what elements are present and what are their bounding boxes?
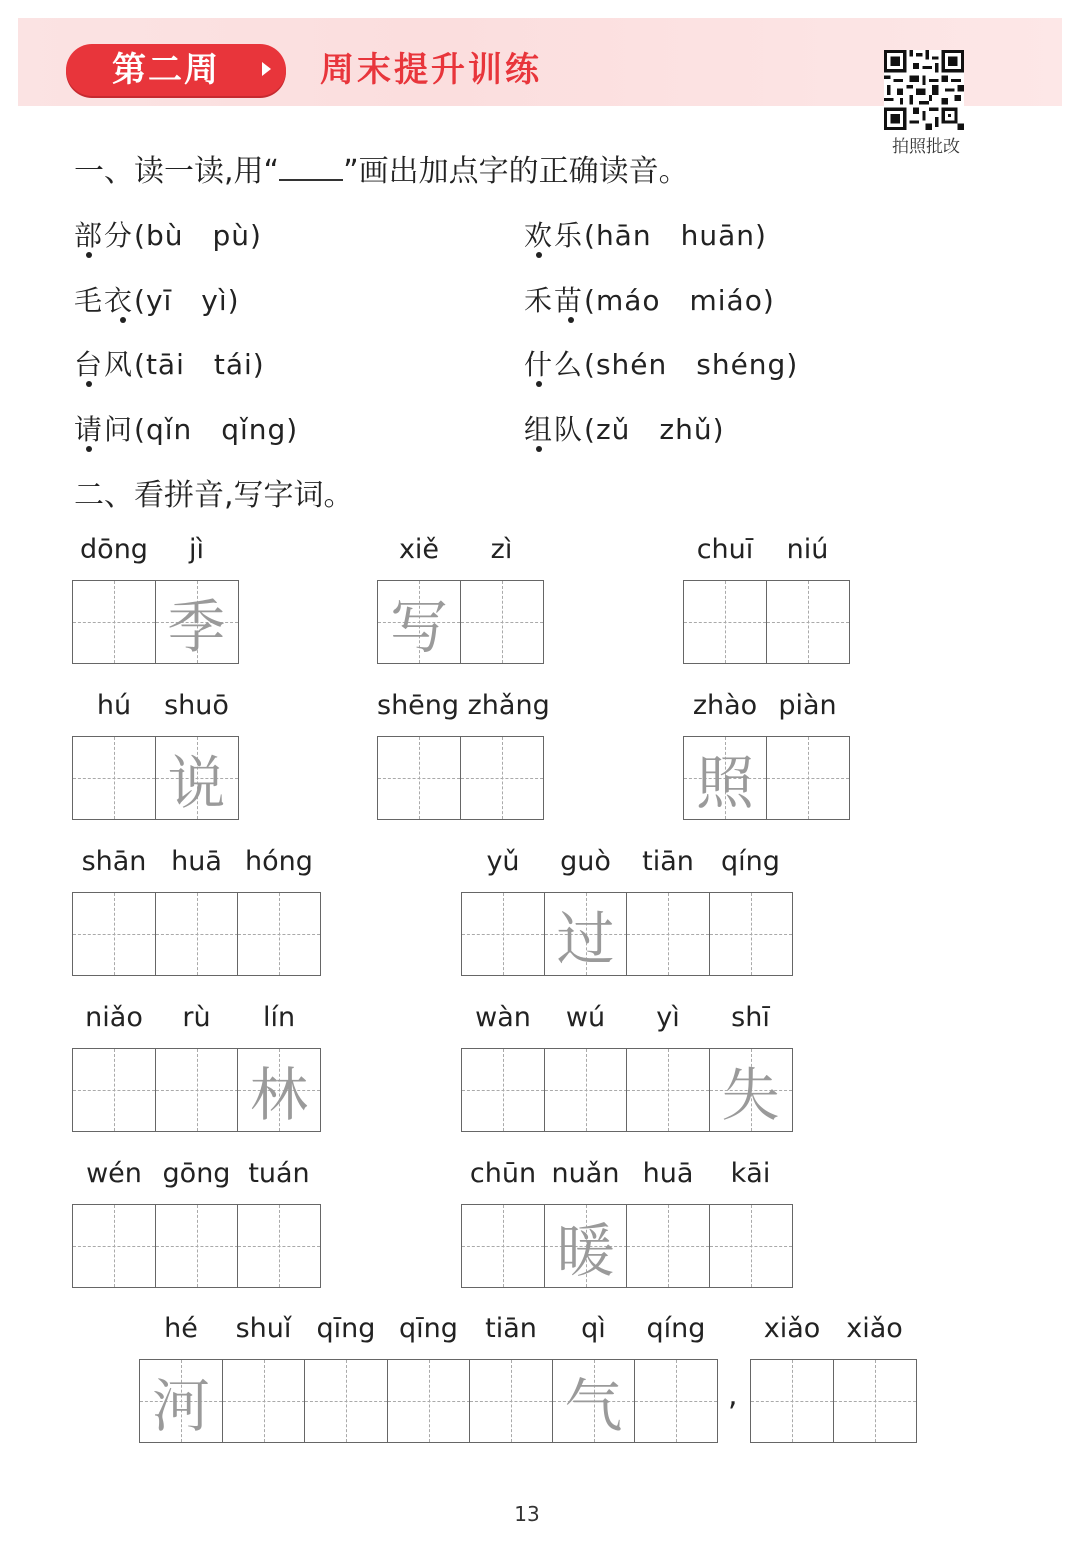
pinyin-syllable: qì <box>581 1313 606 1344</box>
hint-character: 季 <box>167 593 226 661</box>
pinyin-syllable: lín <box>262 1002 296 1033</box>
qr-code-icon[interactable] <box>884 50 964 130</box>
pinyin-syllable: yǔ <box>486 846 520 877</box>
writing-cell[interactable] <box>683 580 767 664</box>
hint-character: 气 <box>564 1372 623 1440</box>
emphasis-dot <box>536 252 542 258</box>
reading-item-2 <box>524 214 767 254</box>
section1-heading-prefix: 一、读一读,用“ <box>74 154 280 189</box>
hint-character: 失 <box>721 1061 780 1129</box>
emphasis-dot <box>536 381 542 387</box>
writing-cell[interactable] <box>766 736 850 820</box>
tianzige-row <box>377 580 544 664</box>
pinyin-syllable: niú <box>786 534 829 565</box>
tianzige-row <box>139 1359 718 1443</box>
pinyin-syllable: shēng zhǎng <box>377 690 550 721</box>
tianzige-row <box>683 736 850 820</box>
writing-cell[interactable] <box>626 892 710 976</box>
reading-word: 部分 <box>74 219 135 252</box>
pinyin-syllable: niǎo <box>85 1002 143 1033</box>
writing-cell[interactable] <box>304 1359 388 1443</box>
writing-cell[interactable] <box>72 892 156 976</box>
reading-item-5 <box>74 343 265 383</box>
tianzige-row <box>72 892 321 976</box>
reading-options[interactable]: (tāi tái) <box>134 348 265 381</box>
tianzige-row <box>461 892 793 976</box>
reading-word: 欢乐 <box>524 219 585 252</box>
underline-sample <box>279 153 343 181</box>
pinyin-syllable: gōng <box>162 1158 231 1189</box>
pinyin-syllable: shān <box>81 846 147 877</box>
writing-cell[interactable] <box>544 892 628 976</box>
pinyin-syllable: kāi <box>730 1158 771 1189</box>
pinyin-syllable: tiān <box>485 1313 537 1344</box>
section1-heading <box>74 146 689 190</box>
emphasis-dot <box>568 317 574 323</box>
writing-cell[interactable] <box>709 892 793 976</box>
pinyin-syllable: tiān <box>642 846 694 877</box>
reading-item-6 <box>524 343 798 383</box>
tianzige-row <box>461 1048 793 1132</box>
reading-item-7 <box>74 408 298 448</box>
reading-options[interactable]: (yī yì) <box>134 284 240 317</box>
writing-cell[interactable] <box>387 1359 471 1443</box>
emphasis-dot <box>536 446 542 452</box>
reading-options[interactable]: (shén shéng) <box>584 348 799 381</box>
tianzige-row <box>72 1204 321 1288</box>
reading-word: 毛衣 <box>74 284 135 317</box>
pinyin-syllable: hé <box>164 1313 198 1344</box>
pinyin-syllable: guò <box>560 846 611 877</box>
writing-cell[interactable] <box>833 1359 917 1443</box>
hint-character: 过 <box>556 905 615 973</box>
pinyin-syllable: qíng <box>721 846 780 877</box>
writing-cell[interactable] <box>626 1204 710 1288</box>
writing-cell[interactable] <box>683 736 767 820</box>
emphasis-dot <box>86 381 92 387</box>
section1-heading-suffix: ”画出加点字的正确读音。 <box>343 154 689 189</box>
writing-cell[interactable] <box>460 580 544 664</box>
hint-character: 照 <box>695 749 754 817</box>
section2-heading: 二、看拼音,写字词。 <box>74 478 354 513</box>
reading-options[interactable]: (qǐn qǐng) <box>134 413 299 446</box>
writing-cell[interactable] <box>461 1048 545 1132</box>
writing-cell[interactable] <box>626 1048 710 1132</box>
writing-cell[interactable] <box>237 892 321 976</box>
tianzige-row <box>72 736 239 820</box>
reading-word: 台风 <box>74 348 135 381</box>
writing-cell[interactable] <box>237 1204 321 1288</box>
pinyin-syllable: tuán <box>248 1158 310 1189</box>
tianzige-row <box>377 736 544 820</box>
week-label: 第二周 <box>112 50 220 90</box>
qr-caption: 拍照批改 <box>892 137 960 157</box>
writing-cell[interactable] <box>72 1204 156 1288</box>
writing-cell[interactable] <box>155 1048 239 1132</box>
writing-cell[interactable] <box>460 736 544 820</box>
pinyin-syllable: xiǎo <box>763 1313 821 1344</box>
pinyin-syllable: qíng <box>646 1313 706 1344</box>
writing-cell[interactable] <box>155 892 239 976</box>
tianzige-row <box>461 1204 793 1288</box>
writing-cell[interactable] <box>461 892 545 976</box>
reading-item-3 <box>74 279 240 319</box>
comma-mark: , <box>728 1378 738 1413</box>
writing-cell[interactable] <box>377 580 461 664</box>
reading-options[interactable]: (máo miáo) <box>584 284 775 317</box>
writing-cell[interactable] <box>709 1204 793 1288</box>
pinyin-syllable: zhào <box>692 690 758 721</box>
emphasis-dot <box>86 446 92 452</box>
reading-word: 请问 <box>74 413 135 446</box>
reading-word: 禾苗 <box>524 284 585 317</box>
reading-item-1 <box>74 214 262 254</box>
pinyin-syllable: wú <box>565 1002 606 1033</box>
pinyin-syllable: jì <box>188 534 204 565</box>
writing-cell[interactable] <box>155 736 239 820</box>
pinyin-syllable: shuō <box>164 690 229 721</box>
hint-character: 说 <box>167 749 226 817</box>
writing-cell[interactable] <box>72 580 156 664</box>
reading-item-8 <box>524 408 725 448</box>
hint-character: 暖 <box>556 1217 615 1285</box>
tianzige-row <box>683 580 850 664</box>
page-number: 13 <box>514 1502 540 1526</box>
writing-cell[interactable] <box>544 1204 628 1288</box>
writing-cell[interactable] <box>222 1359 306 1443</box>
arrow-right-icon <box>262 62 271 76</box>
tianzige-row <box>750 1359 917 1443</box>
writing-cell[interactable] <box>139 1359 223 1443</box>
pinyin-syllable: rù <box>182 1002 211 1033</box>
reading-item-4 <box>524 279 775 319</box>
writing-cell[interactable] <box>237 1048 321 1132</box>
pinyin-syllable: nuǎn <box>551 1158 620 1189</box>
hint-character: 写 <box>389 593 448 661</box>
writing-cell[interactable] <box>461 1204 545 1288</box>
emphasis-dot <box>120 317 126 323</box>
pinyin-syllable: qīng <box>399 1313 458 1344</box>
pinyin-syllable: qīng <box>316 1313 376 1344</box>
reading-options[interactable]: (zǔ zhǔ) <box>584 413 725 446</box>
pinyin-syllable: hóng <box>245 846 313 877</box>
pinyin-syllable: wàn <box>475 1002 531 1033</box>
pinyin-syllable: piàn <box>778 690 837 721</box>
pinyin-syllable: shī <box>731 1002 770 1033</box>
writing-cell[interactable] <box>155 580 239 664</box>
writing-cell[interactable] <box>469 1359 553 1443</box>
writing-cell[interactable] <box>544 1048 628 1132</box>
hint-character: 林 <box>249 1061 308 1129</box>
page-title: 周末提升训练 <box>320 50 542 90</box>
writing-cell[interactable] <box>634 1359 718 1443</box>
pinyin-syllable: chūn <box>469 1158 537 1189</box>
writing-cell[interactable] <box>377 736 461 820</box>
writing-cell[interactable] <box>709 1048 793 1132</box>
pinyin-syllable: huā <box>171 846 222 877</box>
pinyin-syllable: xiǎo <box>846 1313 903 1344</box>
writing-cell[interactable] <box>72 1048 156 1132</box>
writing-cell[interactable] <box>750 1359 834 1443</box>
writing-cell[interactable] <box>155 1204 239 1288</box>
pinyin-syllable: wén <box>86 1158 142 1189</box>
reading-word: 什么 <box>524 348 585 381</box>
pinyin-syllable: xiě <box>398 534 440 565</box>
writing-cell[interactable] <box>766 580 850 664</box>
pinyin-syllable: dōng <box>80 534 148 565</box>
pinyin-syllable: hú <box>96 690 132 721</box>
pinyin-syllable: shuǐ <box>235 1313 292 1344</box>
tianzige-row <box>72 1048 321 1132</box>
reading-word: 组队 <box>524 413 585 446</box>
hint-character: 河 <box>151 1372 210 1440</box>
reading-options[interactable]: (hān huān) <box>584 219 767 252</box>
emphasis-dot <box>86 252 92 258</box>
pinyin-syllable: yì <box>656 1002 680 1033</box>
pinyin-syllable: zì <box>490 534 513 565</box>
pinyin-syllable: huā <box>642 1158 694 1189</box>
tianzige-row <box>72 580 239 664</box>
pinyin-syllable: chuī <box>696 534 754 565</box>
writing-cell[interactable] <box>72 736 156 820</box>
reading-options[interactable]: (bù pù) <box>134 219 262 252</box>
writing-cell[interactable] <box>552 1359 636 1443</box>
